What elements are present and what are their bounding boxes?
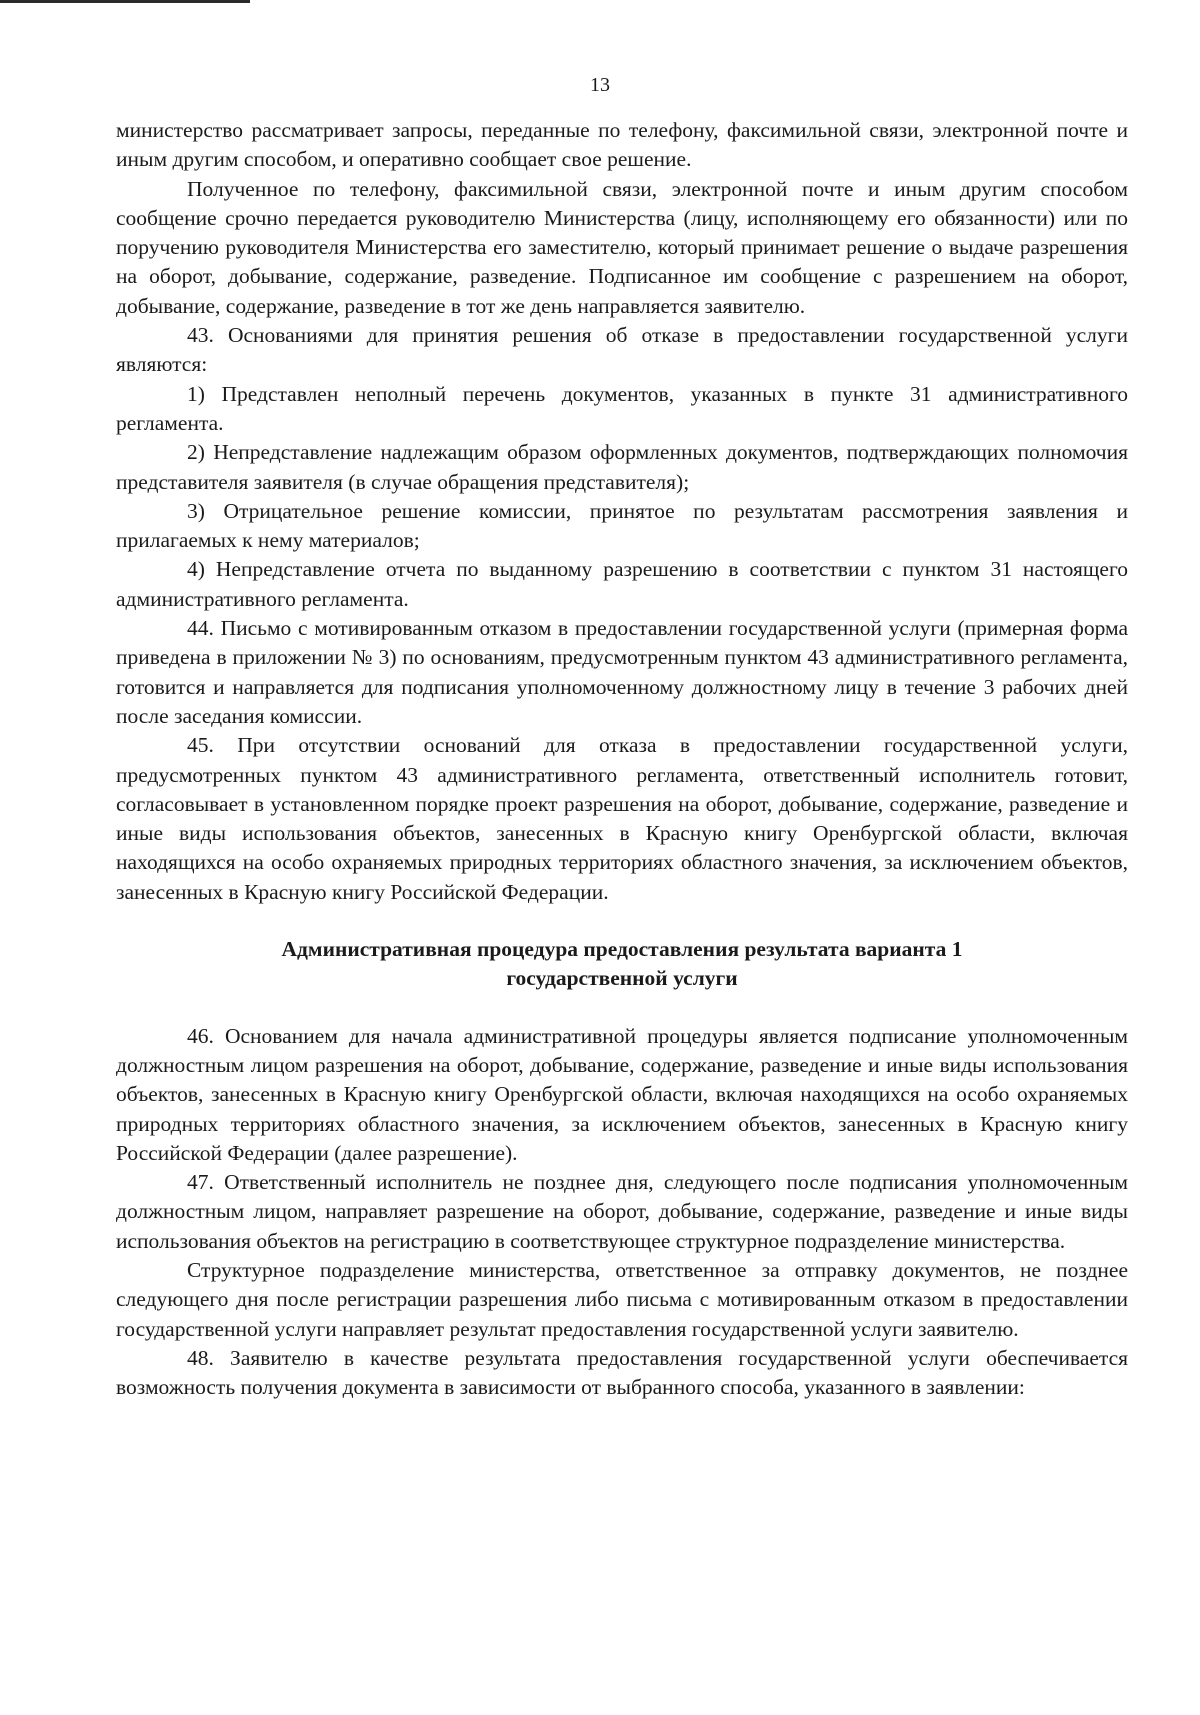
paragraph-item-47: 47. Ответственный исполнитель не позднее дня, следующего после подписания уполномоченным должностным лицом, направляет разрешение на оборот, добывание, содержание, разведение и иные виды использования объектов на регистрацию в соответствующее структурное подразделение министерства. [116,1170,1128,1253]
section-heading [116,935,1128,994]
paragraph-item-45: 45. При отсутствии оснований для отказа в предоставлении государственной услуги, предусмотренных пунктом 43 административного регламента, ответственный исполнитель готовит, согласовывает в установленном порядке проект разрешения на оборот, добывание, содержание, разведение и иные виды использования объектов, занесенных в Красную книгу Оренбургской области, включая находящихся на особо охраняемых природных территориях областного значения, за исключением объектов, занесенных в Красную книгу Российской Федерации. [116,733,1128,904]
list-item-4: 4) Непредставление отчета по выданному разрешению в соответствии с пунктом 31 настоящего административного регламента. [116,557,1128,611]
page-number: 13 [590,74,610,96]
document-body [116,116,1128,1402]
scan-edge-mark [0,0,250,3]
paragraph-item-48: 48. Заявителю в качестве результата предоставления государственной услуги обеспечивается возможность получения документа в зависимости от выбранного способа, указанного в заявлении: [116,1345,1128,1400]
paragraph-item-44: 44. Письмо с мотивированным отказом в предоставлении государственной услуги (примерная форма приведена в приложении № 3) по основаниям, предусмотренным пунктом 43 административного регламента, готовится и направляется для подписания уполномоченному должностному лицу в течение 3 рабочих дней после заседания комиссии. [116,616,1128,728]
paragraph-continuation: министерство рассматривает запросы, переданные по телефону, факсимильной связи, электронной почте и иным другим способом, и оперативно сообщает свое решение. [116,118,1128,172]
list-item-1: 1) Представлен неполный перечень документов, указанных в пункте 31 административного регламента. [116,381,1128,435]
paragraph-item-43: 43. Основаниями для принятия решения об отказе в предоставлении государственной услуги являются: [116,323,1128,377]
paragraph-item-46: 46. Основанием для начала административной процедуры является подписание уполномоченным должностным лицом разрешения на оборот, добывание, содержание, разведение и иные виды использования объектов, занесенных в Красную книгу Оренбургской области, включая находящихся на особо охраняемых природных территориях областного значения, за исключением объектов, занесенных в Красную книгу Российской Федерации (далее разрешение). [116,1023,1128,1165]
section-heading-line-1: Административная процедура предоставления результата варианта 1 [281,937,963,962]
paragraph: Структурное подразделение министерства, ответственное за отправку документов, не позднее следующего дня после регистрации разрешения либо письма с мотивированным отказом в предоставлении государственной услуги направляет результат предоставления государственной услуги заявителю. [116,1257,1128,1341]
list-item-3: 3) Отрицательное решение комиссии, принятое по результатам рассмотрения заявления и прилагаемых к нему материалов; [116,498,1128,553]
section-heading-line-2: государственной услуги [506,966,738,991]
list-item-2: 2) Непредставление надлежащим образом оформленных документов, подтверждающих полномочия представителя заявителя (в случае обращения представителя); [116,440,1128,494]
paragraph: Полученное по телефону, факсимильной связи, электронной почте и иным другим способом сообщение срочно передается руководителю Министерства (лицу, исполняющему его обязанности) или по поручению руководителя Министерства его заместителю, который принимает решение о выдаче разрешения на оборот, добывание, содержание, разведение. Подписанное им сообщение с разрешением на оборот, добывание, содержание, разведение в тот же день направляется заявителю. [116,176,1128,318]
